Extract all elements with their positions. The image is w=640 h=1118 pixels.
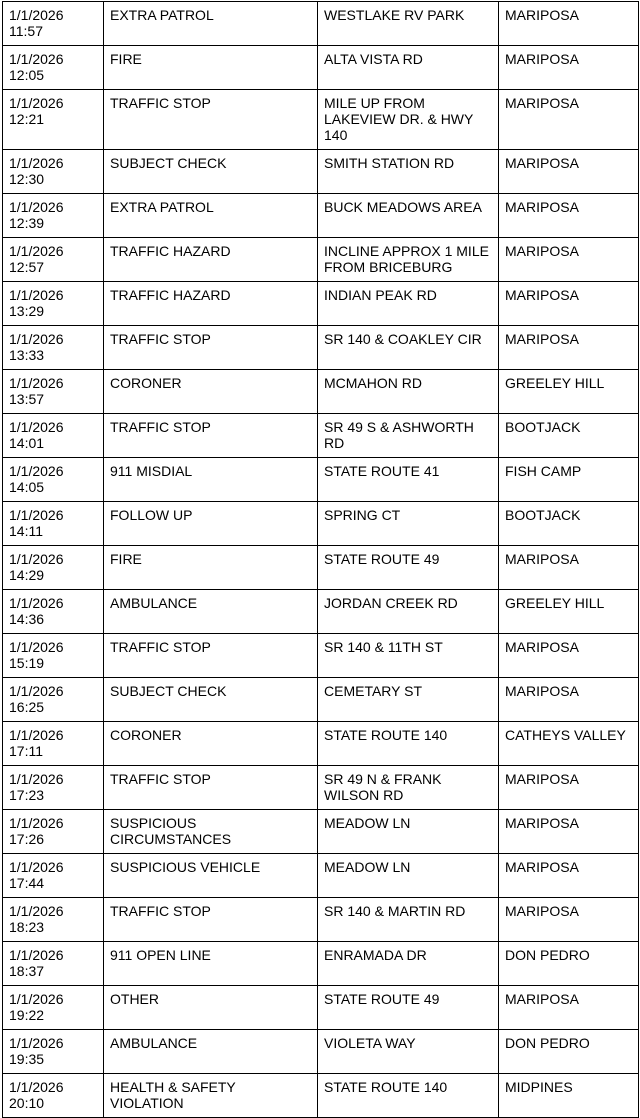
incident-location-cell: SR 49 S & ASHWORTH RD xyxy=(318,414,499,458)
table-row xyxy=(3,1074,639,1118)
incident-type-cell: TRAFFIC STOP xyxy=(104,766,318,810)
incident-location-cell: JORDAN CREEK RD xyxy=(318,590,499,634)
incident-location-cell: MILE UP FROM LAKEVIEW DR. & HWY 140 xyxy=(318,90,499,150)
table-row xyxy=(3,502,639,546)
incident-type-cell: FOLLOW UP xyxy=(104,502,318,546)
table-row xyxy=(3,414,639,458)
incident-datetime-cell: 1/1/2026 13:29 xyxy=(3,282,104,326)
incident-type-cell: AMBULANCE xyxy=(104,1030,318,1074)
table-row xyxy=(3,854,639,898)
incident-rows xyxy=(3,2,639,1118)
incident-location-cell: STATE ROUTE 49 xyxy=(318,546,499,590)
incident-location-cell: MEADOW LN xyxy=(318,854,499,898)
incident-datetime-cell: 1/1/2026 12:57 xyxy=(3,238,104,282)
incident-log-table xyxy=(2,1,639,1118)
incident-type-cell: FIRE xyxy=(104,46,318,90)
incident-type-cell: 911 MISDIAL xyxy=(104,458,318,502)
incident-datetime-cell: 1/1/2026 18:23 xyxy=(3,898,104,942)
incident-location-cell: WESTLAKE RV PARK xyxy=(318,2,499,46)
table-row xyxy=(3,282,639,326)
incident-area-cell: MARIPOSA xyxy=(499,90,639,150)
incident-type-cell: OTHER xyxy=(104,986,318,1030)
incident-area-cell: FISH CAMP xyxy=(499,458,639,502)
incident-location-cell: STATE ROUTE 41 xyxy=(318,458,499,502)
incident-location-cell: SR 49 N & FRANK WILSON RD xyxy=(318,766,499,810)
incident-location-cell: SMITH STATION RD xyxy=(318,150,499,194)
incident-datetime-cell: 1/1/2026 18:37 xyxy=(3,942,104,986)
incident-location-cell: SR 140 & COAKLEY CIR xyxy=(318,326,499,370)
incident-location-cell: ALTA VISTA RD xyxy=(318,46,499,90)
incident-location-cell: INCLINE APPROX 1 MILE FROM BRICEBURG xyxy=(318,238,499,282)
table-row xyxy=(3,722,639,766)
incident-datetime-cell: 1/1/2026 14:01 xyxy=(3,414,104,458)
incident-type-cell: AMBULANCE xyxy=(104,590,318,634)
incident-type-cell: EXTRA PATROL xyxy=(104,194,318,238)
table-row xyxy=(3,2,639,46)
table-row xyxy=(3,1030,639,1074)
incident-datetime-cell: 1/1/2026 14:11 xyxy=(3,502,104,546)
incident-location-cell: BUCK MEADOWS AREA xyxy=(318,194,499,238)
incident-type-cell: TRAFFIC STOP xyxy=(104,90,318,150)
table-row xyxy=(3,634,639,678)
incident-area-cell: MARIPOSA xyxy=(499,2,639,46)
table-row xyxy=(3,46,639,90)
incident-type-cell: TRAFFIC STOP xyxy=(104,634,318,678)
incident-datetime-cell: 1/1/2026 17:11 xyxy=(3,722,104,766)
table-row xyxy=(3,810,639,854)
incident-location-cell: SPRING CT xyxy=(318,502,499,546)
incident-datetime-cell: 1/1/2026 14:29 xyxy=(3,546,104,590)
table-row xyxy=(3,326,639,370)
incident-datetime-cell: 1/1/2026 17:23 xyxy=(3,766,104,810)
table-row xyxy=(3,150,639,194)
incident-type-cell: TRAFFIC STOP xyxy=(104,326,318,370)
incident-area-cell: GREELEY HILL xyxy=(499,590,639,634)
table-row xyxy=(3,898,639,942)
incident-type-cell: TRAFFIC HAZARD xyxy=(104,238,318,282)
incident-datetime-cell: 1/1/2026 20:10 xyxy=(3,1074,104,1118)
incident-location-cell: INDIAN PEAK RD xyxy=(318,282,499,326)
incident-datetime-cell: 1/1/2026 17:26 xyxy=(3,810,104,854)
incident-area-cell: MARIPOSA xyxy=(499,766,639,810)
incident-area-cell: MARIPOSA xyxy=(499,238,639,282)
incident-area-cell: MARIPOSA xyxy=(499,326,639,370)
incident-type-cell: FIRE xyxy=(104,546,318,590)
incident-type-cell: TRAFFIC STOP xyxy=(104,414,318,458)
table-row xyxy=(3,986,639,1030)
incident-type-cell: SUSPICIOUS VEHICLE xyxy=(104,854,318,898)
incident-area-cell: MARIPOSA xyxy=(499,150,639,194)
incident-area-cell: MARIPOSA xyxy=(499,986,639,1030)
incident-type-cell: SUSPICIOUS CIRCUMSTANCES xyxy=(104,810,318,854)
table-row xyxy=(3,194,639,238)
incident-type-cell: SUBJECT CHECK xyxy=(104,150,318,194)
incident-area-cell: DON PEDRO xyxy=(499,1030,639,1074)
incident-location-cell: MEADOW LN xyxy=(318,810,499,854)
incident-type-cell: TRAFFIC STOP xyxy=(104,898,318,942)
incident-area-cell: MARIPOSA xyxy=(499,46,639,90)
table-row xyxy=(3,458,639,502)
incident-area-cell: MIDPINES xyxy=(499,1074,639,1118)
incident-area-cell: MARIPOSA xyxy=(499,898,639,942)
incident-datetime-cell: 1/1/2026 13:57 xyxy=(3,370,104,414)
incident-location-cell: MCMAHON RD xyxy=(318,370,499,414)
incident-location-cell: STATE ROUTE 140 xyxy=(318,1074,499,1118)
incident-area-cell: CATHEYS VALLEY xyxy=(499,722,639,766)
table-row xyxy=(3,90,639,150)
incident-area-cell: BOOTJACK xyxy=(499,414,639,458)
table-row xyxy=(3,370,639,414)
incident-area-cell: MARIPOSA xyxy=(499,854,639,898)
incident-datetime-cell: 1/1/2026 15:19 xyxy=(3,634,104,678)
incident-type-cell: 911 OPEN LINE xyxy=(104,942,318,986)
table-row xyxy=(3,590,639,634)
incident-datetime-cell: 1/1/2026 16:25 xyxy=(3,678,104,722)
table-row xyxy=(3,678,639,722)
incident-area-cell: DON PEDRO xyxy=(499,942,639,986)
incident-area-cell: MARIPOSA xyxy=(499,634,639,678)
table-row xyxy=(3,942,639,986)
incident-location-cell: SR 140 & 11TH ST xyxy=(318,634,499,678)
incident-location-cell: STATE ROUTE 140 xyxy=(318,722,499,766)
incident-area-cell: MARIPOSA xyxy=(499,678,639,722)
incident-type-cell: SUBJECT CHECK xyxy=(104,678,318,722)
incident-datetime-cell: 1/1/2026 12:05 xyxy=(3,46,104,90)
table-row xyxy=(3,546,639,590)
incident-type-cell: TRAFFIC HAZARD xyxy=(104,282,318,326)
incident-datetime-cell: 1/1/2026 12:39 xyxy=(3,194,104,238)
incident-type-cell: CORONER xyxy=(104,370,318,414)
incident-datetime-cell: 1/1/2026 14:05 xyxy=(3,458,104,502)
incident-type-cell: HEALTH & SAFETY VIOLATION xyxy=(104,1074,318,1118)
table-row xyxy=(3,766,639,810)
incident-location-cell: CEMETARY ST xyxy=(318,678,499,722)
incident-location-cell: ENRAMADA DR xyxy=(318,942,499,986)
incident-area-cell: GREELEY HILL xyxy=(499,370,639,414)
incident-datetime-cell: 1/1/2026 19:22 xyxy=(3,986,104,1030)
incident-datetime-cell: 1/1/2026 19:35 xyxy=(3,1030,104,1074)
incident-area-cell: MARIPOSA xyxy=(499,282,639,326)
incident-datetime-cell: 1/1/2026 17:44 xyxy=(3,854,104,898)
incident-datetime-cell: 1/1/2026 11:57 xyxy=(3,2,104,46)
incident-area-cell: MARIPOSA xyxy=(499,194,639,238)
incident-datetime-cell: 1/1/2026 12:21 xyxy=(3,90,104,150)
incident-location-cell: VIOLETA WAY xyxy=(318,1030,499,1074)
incident-type-cell: EXTRA PATROL xyxy=(104,2,318,46)
incident-area-cell: MARIPOSA xyxy=(499,810,639,854)
incident-location-cell: SR 140 & MARTIN RD xyxy=(318,898,499,942)
incident-datetime-cell: 1/1/2026 12:30 xyxy=(3,150,104,194)
incident-area-cell: MARIPOSA xyxy=(499,546,639,590)
table-row xyxy=(3,238,639,282)
incident-datetime-cell: 1/1/2026 14:36 xyxy=(3,590,104,634)
incident-datetime-cell: 1/1/2026 13:33 xyxy=(3,326,104,370)
incident-type-cell: CORONER xyxy=(104,722,318,766)
incident-location-cell: STATE ROUTE 49 xyxy=(318,986,499,1030)
incident-area-cell: BOOTJACK xyxy=(499,502,639,546)
